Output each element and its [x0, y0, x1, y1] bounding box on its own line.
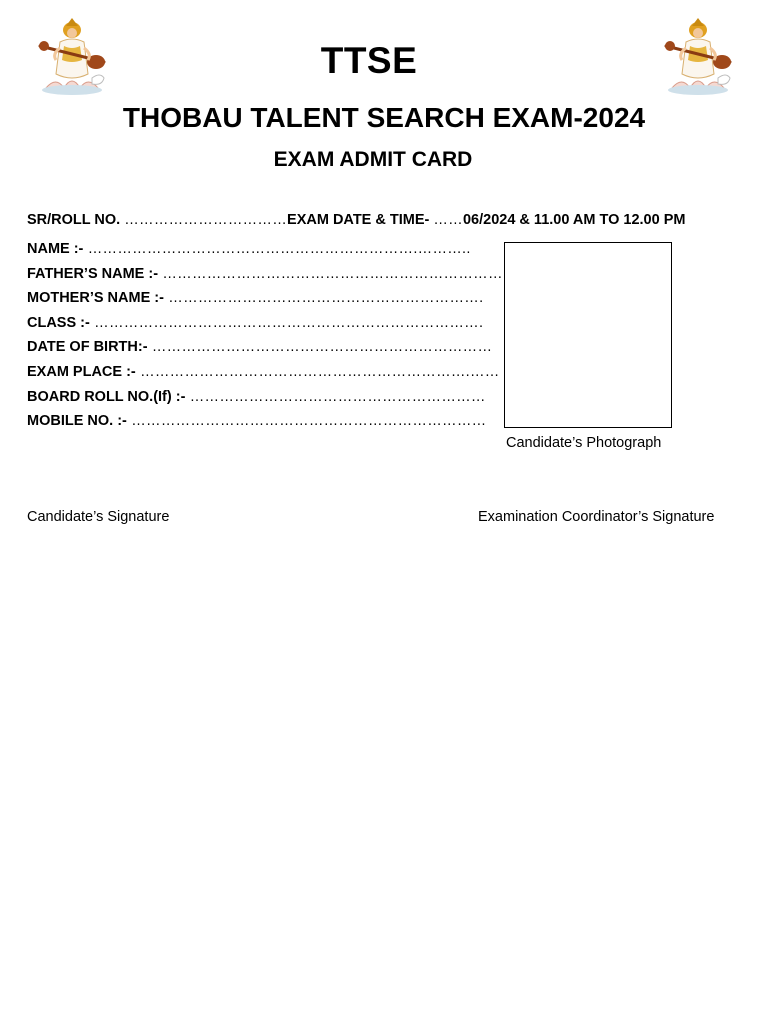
field-label: MOBILE NO. :- [27, 413, 127, 430]
coordinator-signature-label: Examination Coordinator’s Signature [478, 509, 715, 525]
field-label: BOARD ROLL NO.(If) :- [27, 388, 186, 405]
field-class [27, 311, 484, 336]
candidate-signature-label: Candidate’s Signature [27, 509, 170, 525]
admit-card-heading: EXAM ADMIT CARD [273, 148, 473, 171]
roll-number-label: SR/ROLL NO. [27, 212, 121, 228]
field-blank: ………………………………………………………….……….. [83, 241, 471, 257]
field-date-of-birth [27, 335, 493, 360]
field-label: NAME :- [27, 241, 84, 257]
candidate-details [27, 237, 503, 434]
field-blank: ……………………………………………………………… [126, 413, 487, 430]
field-blank: …………………………………………………………… [147, 339, 493, 356]
field-blank: …………………………………………………… [185, 388, 486, 405]
field-label: DATE OF BIRTH:- [27, 339, 148, 356]
field-blank: ………………………………………………………. [163, 290, 484, 307]
roll-and-date-row [27, 212, 685, 228]
page-title: TTSE [320, 40, 418, 81]
photo-box [504, 242, 672, 428]
field-label: MOTHER’S NAME :- [27, 290, 164, 307]
field-label: EXAM PLACE :- [27, 363, 136, 380]
exam-date-label: EXAM DATE & TIME- [287, 212, 430, 228]
field-board-roll-no [27, 385, 486, 410]
field-exam-place [27, 360, 500, 385]
exam-date-value: 06/2024 & 11.00 AM TO 12.00 PM [462, 212, 686, 228]
exam-date-blank: …… [433, 212, 463, 228]
field-blank: …………………………………………………………… [158, 265, 503, 282]
photo-caption: Candidate’s Photograph [506, 435, 662, 451]
field-blank: ………………………………………………………….…… [135, 363, 500, 380]
field-label: FATHER’S NAME :- [27, 265, 159, 282]
field-name [27, 237, 471, 262]
field-mothers-name [27, 286, 484, 311]
roll-number-blank: …………………………… [124, 212, 288, 228]
field-mobile-no [27, 409, 487, 434]
field-label: CLASS :- [27, 314, 90, 331]
field-fathers-name [27, 262, 503, 287]
exam-name-heading: THOBAU TALENT SEARCH EXAM-2024 [122, 102, 646, 133]
field-blank: ……………………………………………………………………. [89, 314, 484, 331]
